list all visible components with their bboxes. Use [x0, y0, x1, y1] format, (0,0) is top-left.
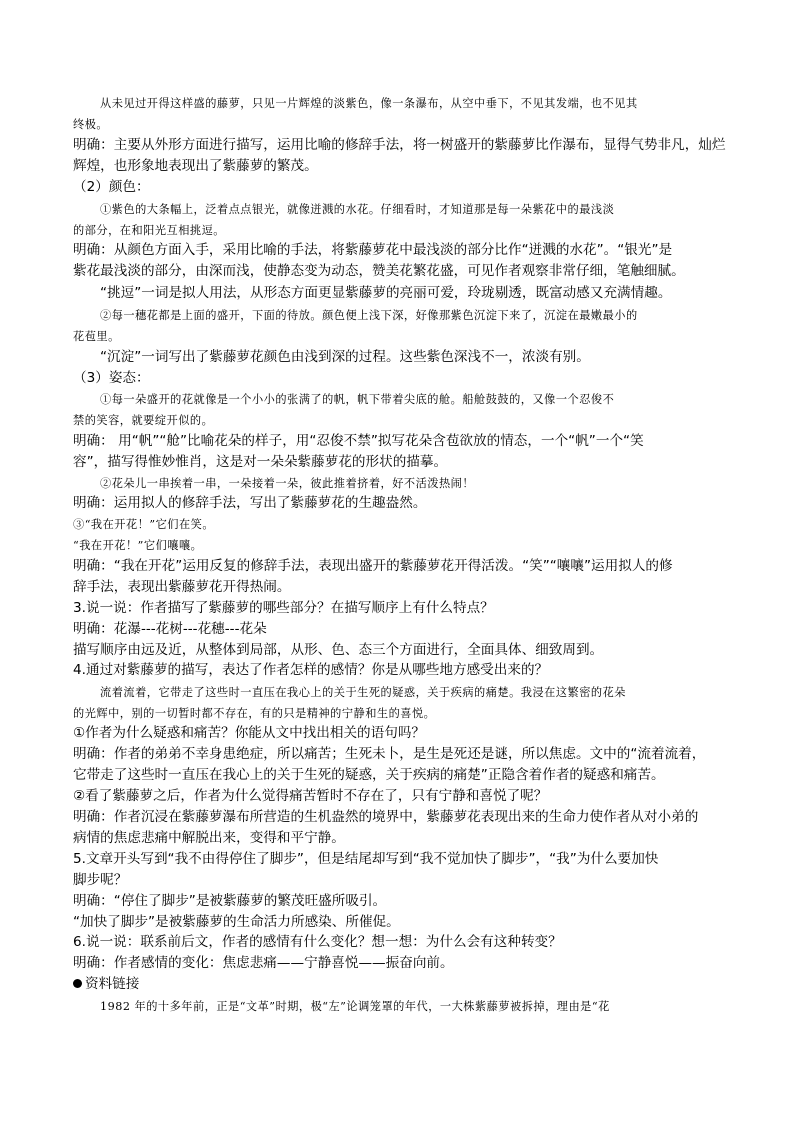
answer-line: “加快了脚步”是被紫藤萝的生命活力所感染、所催促。 [73, 914, 400, 930]
section-heading: （2）颜色： [73, 179, 150, 195]
quote-line: 禁的笑容，就要绽开似的。 [73, 414, 214, 427]
answer-line: 它带走了这些时一直压在我心上的关于生死的疑惑，关于疾病的痛楚”正隐含着作者的疑惑和痛苦。 [73, 767, 665, 783]
quote-line: 从未见过开得这样盛的藤萝，只见一片辉煌的淡紫色，像一条瀑布，从空中垂下，不见其发端，也不见其 [100, 97, 638, 110]
answer-line: 明确：运用拟人的修辞手法，写出了紫藤萝花的生趣盎然。 [73, 495, 427, 511]
answer-line: 明确：作者感情的变化：焦虑悲痛——宁静喜悦——振奋向前。 [73, 955, 454, 971]
question-line: 脚步呢？ [73, 872, 128, 888]
section-heading: （3）姿态： [73, 370, 150, 386]
resource-heading [73, 978, 139, 992]
quote-line: 的部分，在和阳光互相挑逗。 [73, 224, 225, 237]
quote-line: ③“我在开花！”它们在笑。 [73, 518, 215, 531]
question-line: 4.通过对紫藤萝的描写，表达了作者怎样的感情？你是从哪些地方感受出来的？ [73, 662, 549, 678]
answer-line: 紫花最浅淡的部分，由深而浅，使静态变为动态，赞美花繁花盛，可见作者观察非常仔细，笔触细腻。 [73, 263, 685, 279]
quote-line: ①每一朵盛开的花就像是一个小小的张满了的帆，帆下带着尖底的舱。船舱鼓鼓的，又像一个忍俊不 [100, 393, 615, 406]
quote-line: ①紫色的大条幅上，泛着点点银光，就像迸溅的水花。仔细看时，才知道那是每一朵紫花中的最浅淡 [100, 203, 615, 216]
quote-line: “我在开花！”它们嚷嚷。 [73, 539, 203, 552]
answer-line: 明确：主要从外形方面进行描写，运用比喻的修辞手法，将一树盛开的紫藤萝比作瀑布，显得气势非凡，灿烂 [73, 137, 726, 153]
body-line: “挑逗”一词是拟人用法，从形态方面更显紫藤萝的亮丽可爱，玲珑剔透，既富动感又充满情趣。 [100, 285, 672, 301]
quote-line: ②花朵儿一串挨着一串，一朵接着一朵，彼此推着挤着，好不活泼热闹！ [100, 477, 475, 490]
body-line: “沉淀”一词写出了紫藤萝花颜色由浅到深的过程。这些紫色深浅不一，浓淡有别。 [100, 349, 590, 365]
bullet-icon [73, 979, 82, 988]
answer-line: 明确：作者沉浸在紫藤萝瀑布所营造的生机盎然的境界中，紫藤萝花表现出来的生命力使作者从对小弟的 [73, 809, 699, 825]
quote-line: 的光辉中，别的一切暂时都不存在，有的只是精神的宁静和生的喜悦。 [73, 707, 436, 720]
quote-line: 终极。 [73, 118, 109, 131]
quote-line: 1982 年的十多年前，正是“文革”时期，极“左”论调笼罩的年代，一大株紫藤萝被拆掉，理由是“花 [100, 1000, 610, 1013]
answer-line: 病情的焦虑悲痛中解脱出来，变得和平宁静。 [73, 830, 345, 846]
quote-line: 流着流着，它带走了这些时一直压在我心上的关于生死的疑惑，关于疾病的痛楚。我浸在这繁密的花朵 [100, 686, 626, 699]
answer-line: 明确：“停住了脚步”是被紫藤萝的繁茂旺盛所吸引。 [73, 893, 387, 909]
answer-line: 明确：“我在开花”运用反复的修辞手法，表现出盛开的紫藤萝花开得活泼。“笑”“嚷嚷”运用拟人的修 [73, 558, 673, 574]
question-line: ①作者为什么疑惑和痛苦？你能从文中找出相关的语句吗？ [73, 725, 426, 741]
question-line: 6.说一说：联系前后文，作者的感情有什么变化？想一想：为什么会有这种转变？ [73, 934, 562, 950]
question-line: ②看了紫藤萝之后，作者为什么觉得痛苦暂时不存在了，只有宁静和喜悦了呢？ [73, 788, 548, 804]
question-line: 3.说一说：作者描写了紫藤萝的哪些部分？在描写顺序上有什么特点？ [73, 600, 494, 616]
resource-heading-label: 资料链接 [85, 976, 140, 992]
answer-line: 明确：花瀑---花树---花穗---花朵 [73, 621, 267, 637]
answer-line: 辞手法，表现出紫藤萝花开得热闹。 [73, 579, 291, 595]
answer-line: 明确：从颜色方面入手，采用比喻的手法，将紫藤萝花中最浅淡的部分比作“迸溅的水花”。“银光”是 [73, 242, 673, 258]
question-line: 5.文章开头写到“我不由得停住了脚步”，但是结尾却写到“我不觉加快了脚步”，“我”为什么要加快 [73, 851, 659, 867]
answer-line: 容”，描写得惟妙惟肖，这是对一朵朵紫藤萝花的形状的描摹。 [73, 454, 448, 470]
answer-line: 明确： 用“帆”“舱”比喻花朵的样子，用“忍俊不禁”拟写花朵含苞欲放的情态，一个“帆”一个“笑 [73, 433, 644, 449]
quote-line: ②每一穗花都是上面的盛开，下面的待放。颜色便上浅下深，好像那紫色沉淀下来了，沉淀在最嫩最小的 [100, 309, 638, 322]
body-line: 描写顺序由远及近，从整体到局部，从形、色、态三个方面进行，全面具体、细致周到。 [73, 642, 604, 658]
quote-line: 花苞里。 [73, 330, 120, 343]
answer-line: 明确：作者的弟弟不幸身患绝症，所以痛苦；生死未卜，是生是死还是谜，所以焦虑。文中的“流着流着， [73, 746, 706, 762]
answer-line: 辉煌，也形象地表现出了紫藤萝的繁茂。 [73, 158, 318, 174]
